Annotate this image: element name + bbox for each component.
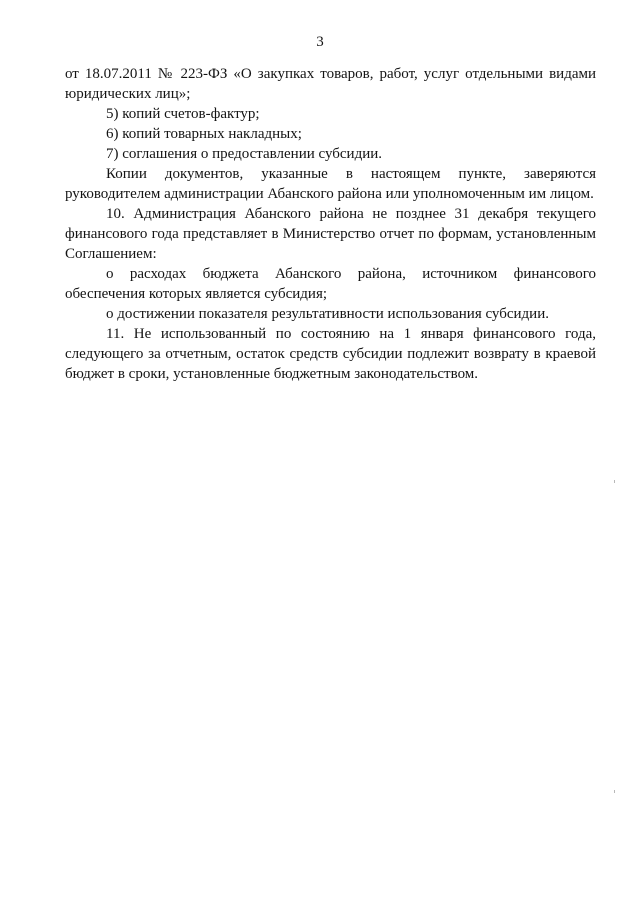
paragraph-clause-11: 11. Не использованный по состоянию на 1 января финансового года, следующего за отчетным, остаток средств субсидии подлежит возврату в краевой бюджет в сроки, установленные бюджетным законодательством.	[65, 326, 596, 382]
document-body	[65, 64, 596, 384]
paragraph-indicator: о достижении показателя результативности использования субсидии.	[106, 306, 549, 322]
list-item-7: 7) соглашения о предоставлении субсидии.	[106, 146, 383, 162]
list-item-5: 5) копий счетов-фактур;	[106, 106, 260, 122]
scan-speck	[614, 790, 615, 793]
paragraph-expenses: о расходах бюджета Абанского района, источником финансового обеспечения которых является субсидия;	[65, 266, 596, 302]
page-number: 3	[316, 34, 324, 50]
paragraph-continuation: от 18.07.2011 № 223-ФЗ «О закупках товаров, работ, услуг отдельными видами юридических лиц»;	[65, 66, 596, 102]
scan-speck	[614, 480, 615, 483]
paragraph-clause-10: 10. Администрация Абанского района не позднее 31 декабря текущего финансового года представляет в Министерство отчет по формам, установленным Соглашением:	[65, 206, 596, 262]
paragraph-copies: Копии документов, указанные в настоящем пункте, заверяются руководителем администрации Абанского района или уполномоченным им лицом.	[65, 166, 596, 202]
list-item-6: 6) копий товарных накладных;	[106, 126, 302, 142]
